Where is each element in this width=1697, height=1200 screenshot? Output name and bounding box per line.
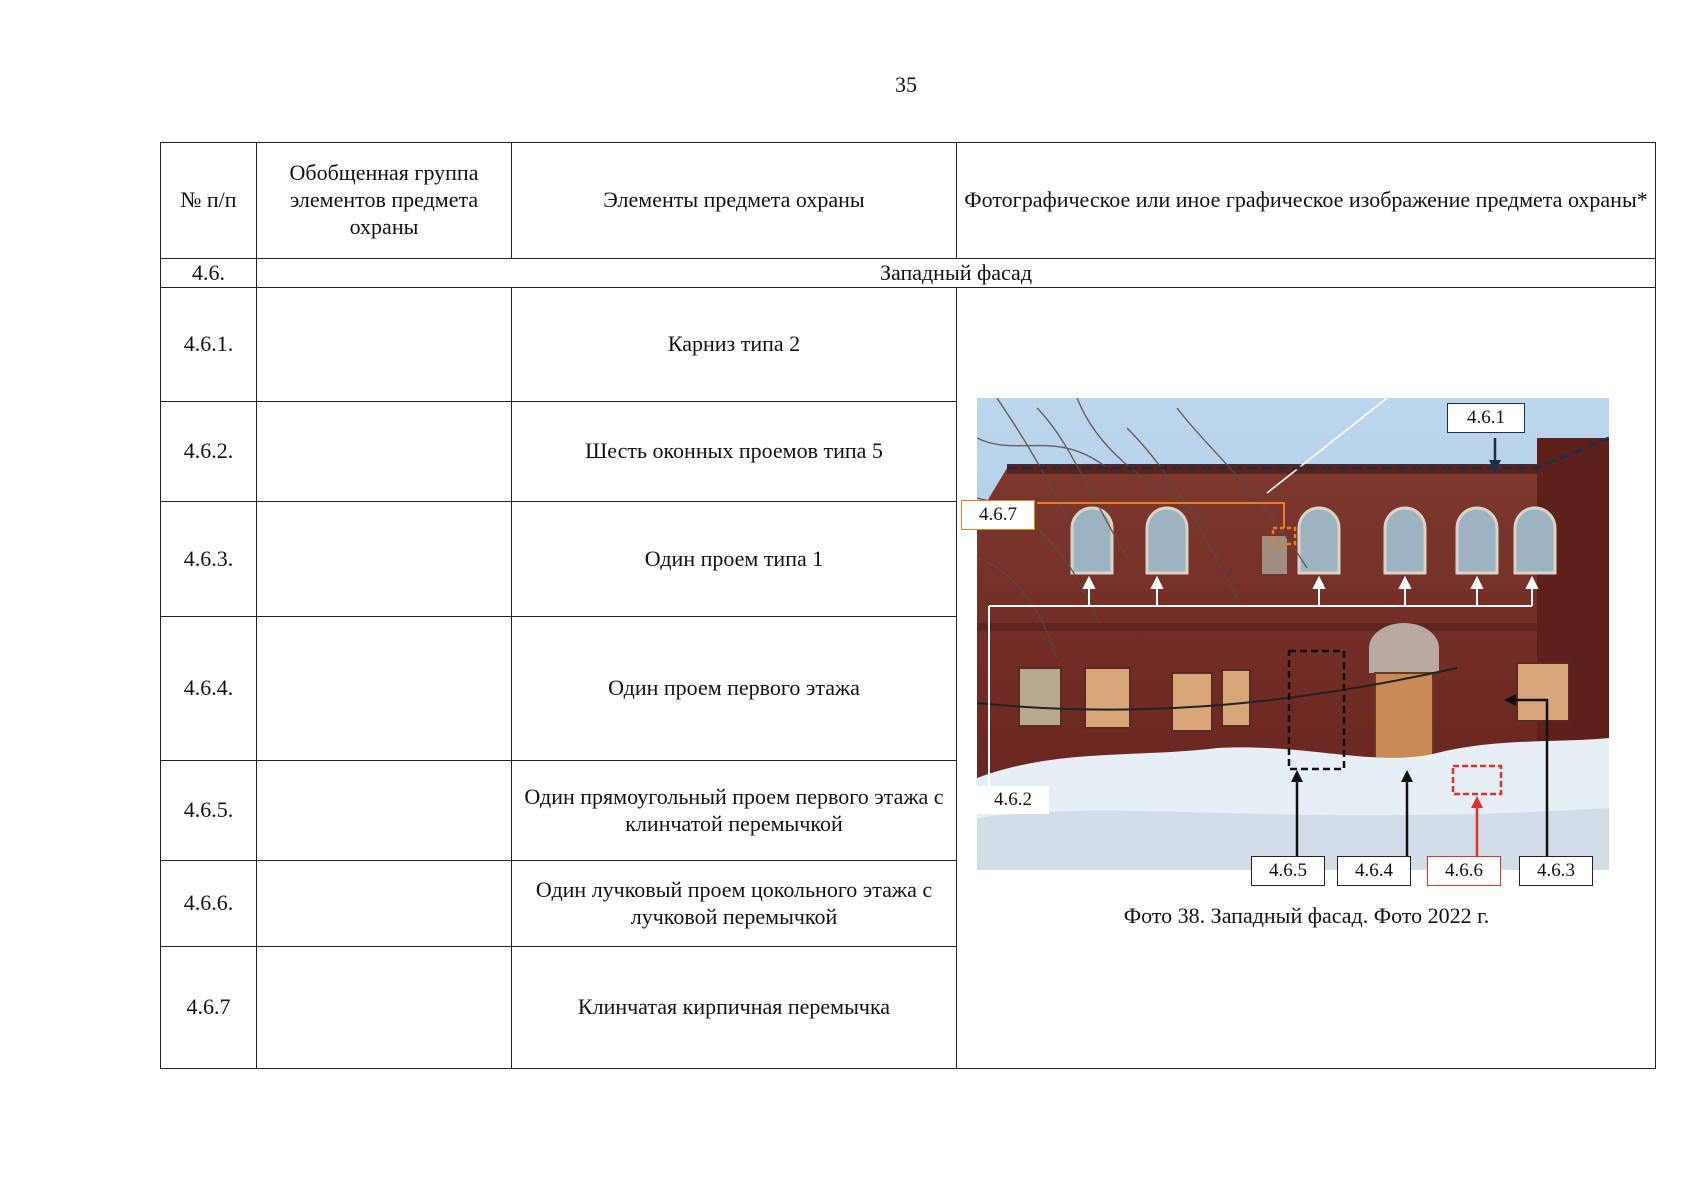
protection-subject-table — [160, 142, 1656, 1069]
header-number: № п/п — [161, 143, 257, 259]
label-4-6-3: 4.6.3 — [1519, 856, 1593, 886]
page-number: 35 — [895, 72, 917, 97]
label-4-6-5: 4.6.5 — [1251, 856, 1325, 886]
section-row — [161, 259, 1656, 288]
facade-photo — [977, 398, 1609, 881]
table-header-row — [161, 143, 1656, 259]
row-group — [257, 402, 512, 502]
row-group — [257, 947, 512, 1069]
photo-cell — [957, 288, 1656, 1069]
table-row — [161, 288, 1656, 402]
row-number: 4.6.4. — [161, 617, 257, 761]
label-4-6-7: 4.6.7 — [961, 500, 1035, 530]
row-number: 4.6.5. — [161, 761, 257, 861]
row-element: Один проем первого этажа — [512, 617, 957, 761]
door-icon — [1375, 673, 1433, 765]
row-element: Один лучковый проем цокольного этажа с лучковой перемычкой — [512, 861, 957, 947]
row-group — [257, 861, 512, 947]
row-number: 4.6.7 — [161, 947, 257, 1069]
photo-caption: Фото 38. Западный фасад. Фото 2022 г. — [1123, 903, 1490, 928]
section-title: Западный фасад — [257, 259, 1656, 288]
row-group — [257, 502, 512, 617]
row-element: Один прямоугольный проем первого этажа с клинчатой перемычкой — [512, 761, 957, 861]
row-group — [257, 761, 512, 861]
row-number: 4.6.1. — [161, 288, 257, 402]
row-number: 4.6.6. — [161, 861, 257, 947]
row-element: Один проем типа 1 — [512, 502, 957, 617]
row-number: 4.6.3. — [161, 502, 257, 617]
row-number: 4.6.2. — [161, 402, 257, 502]
row-element: Клинчатая кирпичная перемычка — [512, 947, 957, 1069]
section-number: 4.6. — [161, 259, 257, 288]
row-element: Карниз типа 2 — [512, 288, 957, 402]
label-4-6-1: 4.6.1 — [1447, 403, 1525, 433]
label-4-6-2: 4.6.2 — [977, 786, 1049, 814]
row-group — [257, 288, 512, 402]
header-elements: Элементы предмета охраны — [512, 143, 957, 259]
label-4-6-6: 4.6.6 — [1427, 856, 1501, 886]
label-4-6-4: 4.6.4 — [1337, 856, 1411, 886]
row-element: Шесть оконных проемов типа 5 — [512, 402, 957, 502]
header-group: Обобщенная группа элементов предмета охраны — [257, 143, 512, 259]
row-group — [257, 617, 512, 761]
header-photo: Фотографическое или иное графическое изображение предмета охраны* — [957, 143, 1656, 259]
